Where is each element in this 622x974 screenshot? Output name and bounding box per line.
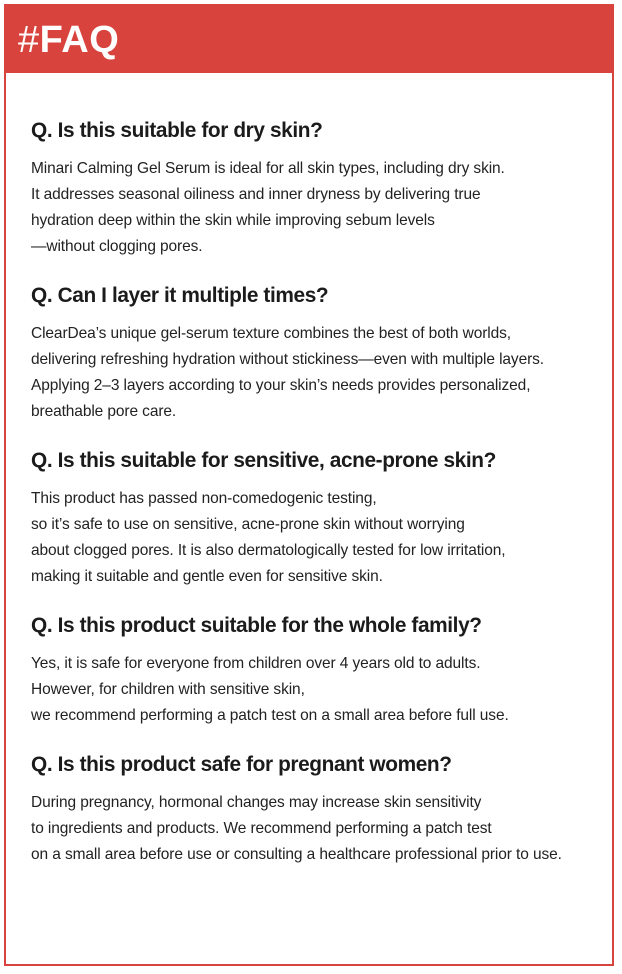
- faq-item: [31, 613, 601, 729]
- answer-line: It addresses seasonal oiliness and inner dryness by delivering true: [31, 186, 481, 203]
- answer-line: hydration deep within the skin while improving sebum levels: [31, 212, 435, 229]
- answer-line: on a small area before use or consulting a healthcare professional prior to use.: [31, 846, 562, 863]
- faq-answer: [31, 156, 601, 260]
- page-title: [18, 18, 119, 62]
- answer-line: delivering refreshing hydration without stickiness—even with multiple layers.: [31, 351, 544, 368]
- answer-line: we recommend performing a patch test on a small area before full use.: [31, 707, 509, 724]
- answer-line: to ingredients and products. We recommend performing a patch test: [31, 820, 492, 837]
- faq-header: [6, 6, 612, 73]
- answer-line: Applying 2–3 layers according to your skin’s needs provides personalized,: [31, 377, 531, 394]
- faq-card: [4, 4, 614, 966]
- faq-answer: [31, 790, 601, 868]
- answer-line: Minari Calming Gel Serum is ideal for all skin types, including dry skin.: [31, 160, 505, 177]
- faq-answer: [31, 651, 601, 729]
- answer-line: However, for children with sensitive skin,: [31, 681, 305, 698]
- answer-line: about clogged pores. It is also dermatologically tested for low irritation,: [31, 542, 506, 559]
- answer-line: breathable pore care.: [31, 403, 177, 420]
- answer-line: ClearDea’s unique gel-serum texture combines the best of both worlds,: [31, 325, 511, 342]
- faq-item: [31, 448, 601, 590]
- hash-symbol: #: [18, 19, 40, 61]
- faq-question: Q. Is this suitable for dry skin?: [31, 119, 323, 142]
- faq-answer: [31, 321, 601, 425]
- answer-line: Yes, it is safe for everyone from children over 4 years old to adults.: [31, 655, 481, 672]
- faq-question: Q. Is this product safe for pregnant women?: [31, 753, 452, 776]
- answer-line: —without clogging pores.: [31, 238, 203, 255]
- faq-item: [31, 752, 601, 868]
- faq-item: [31, 283, 601, 425]
- faq-item: [31, 118, 601, 260]
- answer-line: so it’s safe to use on sensitive, acne-prone skin without worrying: [31, 516, 465, 533]
- answer-line: This product has passed non-comedogenic testing,: [31, 490, 377, 507]
- faq-list: [31, 118, 601, 868]
- answer-line: making it suitable and gentle even for sensitive skin.: [31, 568, 383, 585]
- faq-question: Q. Is this suitable for sensitive, acne-prone skin?: [31, 449, 496, 472]
- answer-line: During pregnancy, hormonal changes may increase skin sensitivity: [31, 794, 482, 811]
- title-text: FAQ: [39, 19, 120, 61]
- faq-question: Q. Can I layer it multiple times?: [31, 284, 329, 307]
- faq-question: Q. Is this product suitable for the whole family?: [31, 614, 482, 637]
- faq-answer: [31, 486, 601, 590]
